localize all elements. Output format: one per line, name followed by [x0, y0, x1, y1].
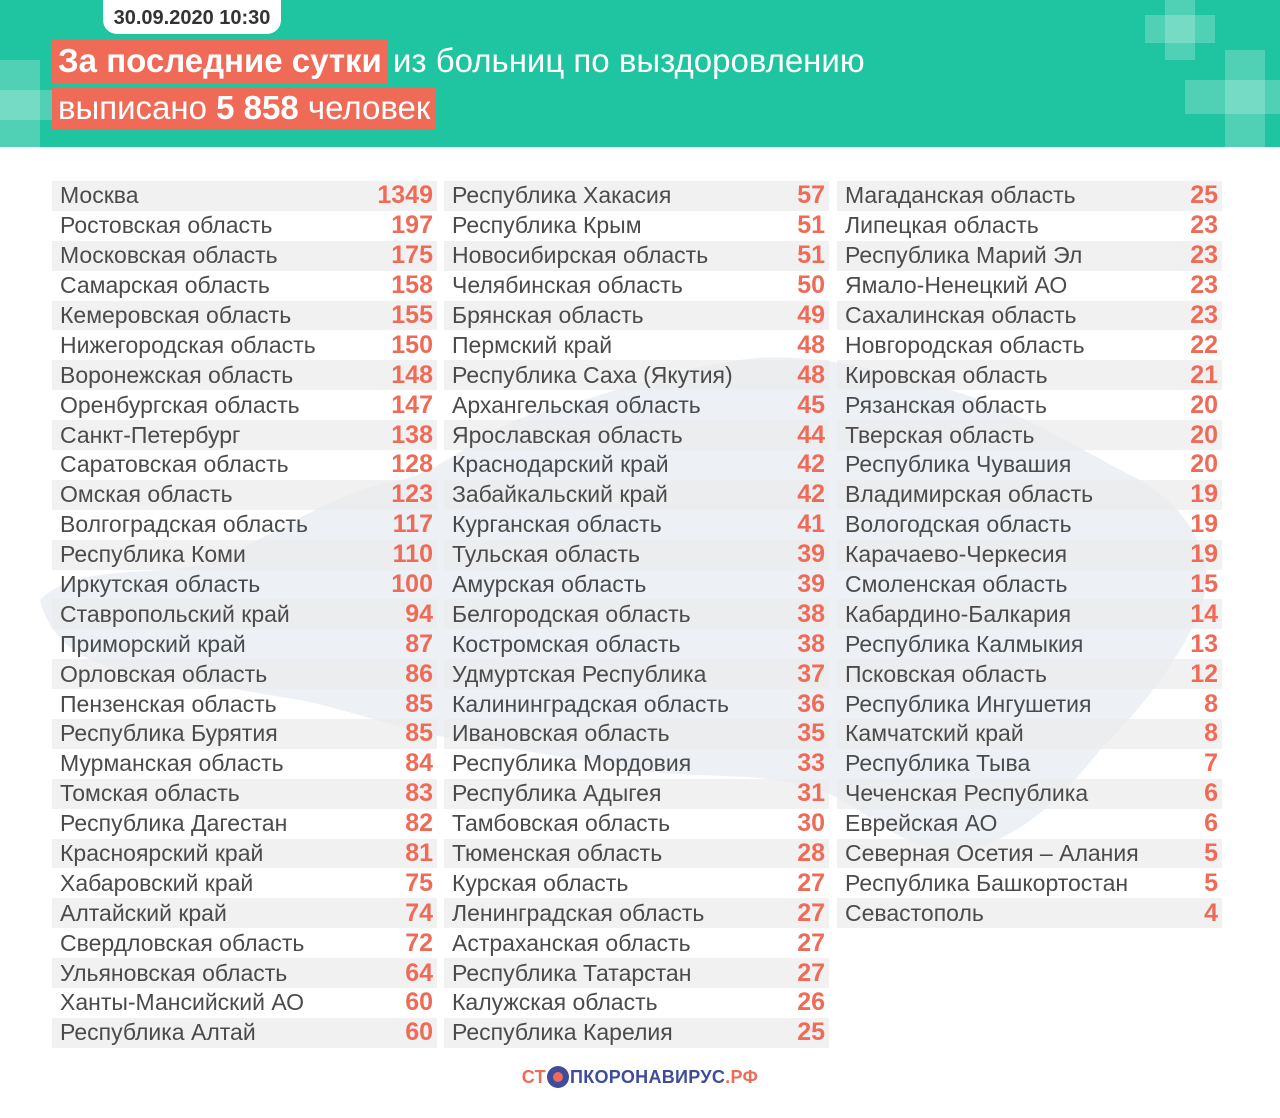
region-row — [444, 988, 829, 1018]
region-value: 82 — [405, 809, 433, 838]
region-value: 1349 — [377, 181, 433, 210]
region-value: 37 — [797, 659, 825, 688]
region-name: Магаданская область — [845, 182, 1076, 209]
region-value: 22 — [1190, 330, 1218, 359]
region-row — [837, 271, 1222, 301]
region-value: 36 — [797, 689, 825, 718]
region-value: 27 — [797, 958, 825, 987]
region-value: 44 — [797, 420, 825, 449]
region-row — [444, 181, 829, 211]
region-row — [52, 839, 437, 869]
region-row — [837, 450, 1222, 480]
region-name: Республика Тыва — [845, 750, 1031, 777]
headline-rest: из больниц по выздоровлению — [393, 42, 865, 79]
region-value: 39 — [797, 570, 825, 599]
region-row — [52, 689, 437, 719]
region-name: Астраханская область — [452, 929, 691, 956]
region-value: 27 — [797, 868, 825, 897]
region-row — [837, 629, 1222, 659]
region-value: 51 — [797, 211, 825, 240]
region-name: Республика Татарстан — [452, 959, 692, 986]
region-value: 85 — [405, 689, 433, 718]
region-name: Белгородская область — [452, 600, 691, 627]
region-row — [837, 719, 1222, 749]
region-row — [52, 241, 437, 271]
region-row — [837, 898, 1222, 928]
region-value: 23 — [1190, 211, 1218, 240]
region-value: 87 — [405, 629, 433, 658]
region-name: Псковская область — [845, 660, 1047, 687]
region-row — [837, 779, 1222, 809]
region-name: Республика Ингушетия — [845, 690, 1092, 717]
region-name: Воронежская область — [60, 361, 294, 388]
region-value: 175 — [391, 241, 433, 270]
region-name: Республика Адыгея — [452, 780, 662, 807]
region-row — [444, 241, 829, 271]
region-value: 19 — [1190, 480, 1218, 509]
region-name: Амурская область — [452, 571, 647, 598]
region-value: 20 — [1190, 450, 1218, 479]
region-name: Омская область — [60, 481, 233, 508]
region-name: Ярославская область — [452, 421, 683, 448]
region-value: 49 — [797, 301, 825, 329]
region-row — [52, 181, 437, 211]
region-row — [837, 241, 1222, 271]
region-name: Ставропольский край — [60, 600, 290, 627]
region-row — [444, 868, 829, 898]
region-row — [444, 510, 829, 540]
region-value: 41 — [797, 510, 825, 539]
region-row — [444, 330, 829, 360]
region-row — [52, 719, 437, 749]
region-row — [52, 570, 437, 600]
region-name: Республика Саха (Якутия) — [452, 361, 733, 388]
region-row — [52, 510, 437, 540]
region-name: Кабардино-Балкария — [845, 600, 1072, 627]
region-value: 6 — [1204, 779, 1218, 808]
region-value: 15 — [1190, 570, 1218, 599]
region-row — [444, 360, 829, 390]
region-row — [52, 420, 437, 450]
headline-line2-post: человек — [307, 89, 431, 126]
region-row — [52, 898, 437, 928]
region-row — [52, 809, 437, 839]
region-value: 117 — [392, 510, 433, 539]
region-value: 31 — [797, 779, 825, 808]
region-name: Курганская область — [452, 511, 662, 538]
region-name: Москва — [60, 182, 139, 209]
region-value: 25 — [1190, 181, 1218, 210]
region-value: 85 — [405, 719, 433, 748]
region-value: 50 — [797, 271, 825, 300]
region-value: 6 — [1204, 809, 1218, 838]
region-row — [837, 689, 1222, 719]
region-value: 138 — [391, 420, 433, 449]
region-name: Тамбовская область — [452, 810, 671, 837]
region-value: 110 — [392, 540, 433, 569]
region-value: 94 — [405, 599, 433, 628]
region-name: Смоленская область — [845, 571, 1068, 598]
region-name: Ивановская область — [452, 720, 670, 747]
region-value: 75 — [405, 868, 433, 897]
region-name: Калужская область — [452, 989, 658, 1016]
region-column-1 — [52, 181, 437, 1048]
region-name: Красноярский край — [60, 840, 264, 867]
region-value: 19 — [1190, 540, 1218, 569]
region-name: Архангельская область — [452, 391, 701, 418]
region-name: Пензенская область — [60, 690, 277, 717]
region-name: Тюменская область — [452, 840, 663, 867]
region-row — [444, 211, 829, 241]
headline-line2 — [52, 87, 436, 129]
region-value: 19 — [1190, 510, 1218, 539]
region-value: 14 — [1190, 599, 1218, 628]
region-name: Краснодарский край — [452, 451, 669, 478]
region-row — [52, 271, 437, 301]
region-row — [444, 1018, 829, 1048]
region-row — [52, 988, 437, 1018]
decorative-cross-right2-h — [1185, 80, 1280, 114]
region-value: 8 — [1204, 689, 1218, 718]
region-value: 57 — [797, 181, 825, 210]
region-row — [837, 360, 1222, 390]
region-name: Иркутская область — [60, 571, 261, 598]
region-row — [837, 330, 1222, 360]
region-row — [444, 659, 829, 689]
region-name: Тверская область — [845, 421, 1035, 448]
region-value: 27 — [797, 928, 825, 957]
region-value: 147 — [391, 390, 433, 419]
region-value: 83 — [405, 779, 433, 808]
region-name: Чеченская Республика — [845, 780, 1089, 807]
region-row — [444, 898, 829, 928]
region-name: Республика Калмыкия — [845, 630, 1084, 657]
region-value: 84 — [405, 749, 433, 778]
region-value: 33 — [797, 749, 825, 778]
region-value: 148 — [391, 360, 433, 389]
region-row — [52, 779, 437, 809]
region-row — [444, 570, 829, 600]
region-name: Республика Дагестан — [60, 810, 288, 837]
decorative-cross-right-h — [1145, 15, 1215, 43]
region-row — [52, 540, 437, 570]
region-value: 48 — [797, 360, 825, 389]
region-name: Еврейская АО — [845, 810, 998, 837]
region-name: Республика Карелия — [452, 1019, 673, 1046]
region-value: 72 — [405, 928, 433, 957]
region-value: 5 — [1204, 868, 1218, 897]
region-row — [444, 271, 829, 301]
headline-highlight: За последние сутки — [52, 39, 388, 83]
region-value: 12 — [1190, 659, 1218, 688]
region-row — [444, 749, 829, 779]
region-value: 42 — [797, 450, 825, 479]
region-value: 30 — [797, 809, 825, 838]
region-name: Волгоградская область — [60, 511, 308, 538]
region-row — [52, 450, 437, 480]
region-value: 39 — [797, 540, 825, 569]
region-row — [444, 689, 829, 719]
region-row — [837, 211, 1222, 241]
region-value: 35 — [797, 719, 825, 748]
region-name: Орловская область — [60, 660, 268, 687]
region-row — [444, 420, 829, 450]
region-name: Оренбургская область — [60, 391, 300, 418]
region-value: 48 — [797, 330, 825, 359]
header-banner — [0, 0, 1280, 147]
region-value: 25 — [797, 1018, 825, 1047]
region-value: 74 — [405, 898, 433, 927]
region-value: 155 — [391, 301, 433, 329]
region-name: Липецкая область — [845, 212, 1039, 239]
region-row — [444, 928, 829, 958]
region-name: Санкт-Петербург — [60, 421, 241, 448]
region-row — [444, 958, 829, 988]
logo-part-3: .РФ — [725, 1067, 759, 1087]
region-value: 123 — [391, 480, 433, 509]
region-name: Сахалинская область — [845, 302, 1077, 328]
virus-icon — [547, 1066, 569, 1088]
region-value: 197 — [391, 211, 433, 240]
date-badge: 30.09.2020 10:30 — [103, 0, 281, 34]
region-name: Ленинградская область — [452, 899, 705, 926]
region-row — [52, 868, 437, 898]
headline-line2-pre: выписано — [58, 89, 207, 126]
logo-part-2: ПКОРОНАВИРУС — [569, 1067, 726, 1087]
region-value: 150 — [391, 330, 433, 359]
region-name: Ростовская область — [60, 212, 273, 239]
region-row — [837, 749, 1222, 779]
region-name: Северная Осетия – Алания — [845, 840, 1139, 867]
region-value: 128 — [391, 450, 433, 479]
region-row — [837, 659, 1222, 689]
region-value: 8 — [1204, 719, 1218, 748]
region-row — [52, 958, 437, 988]
region-name: Костромская область — [452, 630, 681, 657]
region-value: 26 — [797, 988, 825, 1017]
region-value: 23 — [1190, 241, 1218, 270]
region-name: Калининградская область — [452, 690, 729, 717]
region-value: 81 — [405, 839, 433, 868]
region-value: 158 — [391, 271, 433, 300]
region-name: Республика Хакасия — [452, 182, 672, 209]
region-name: Республика Мордовия — [452, 750, 692, 777]
region-column-3 — [837, 181, 1222, 928]
region-row — [52, 928, 437, 958]
region-value: 7 — [1204, 749, 1218, 778]
region-row — [52, 480, 437, 510]
region-value: 38 — [797, 599, 825, 628]
region-value: 21 — [1190, 360, 1218, 389]
region-name: Челябинская область — [452, 272, 683, 299]
region-row — [444, 719, 829, 749]
region-name: Владимирская область — [845, 481, 1094, 508]
region-name: Новгородская область — [845, 331, 1085, 358]
region-name: Рязанская область — [845, 391, 1047, 418]
region-row — [837, 868, 1222, 898]
region-row — [837, 540, 1222, 570]
region-row — [444, 390, 829, 420]
region-row — [52, 211, 437, 241]
region-column-2 — [444, 181, 829, 1048]
region-name: Кемеровская область — [60, 302, 292, 328]
region-row — [52, 629, 437, 659]
region-name: Мурманская область — [60, 750, 284, 777]
region-name: Самарская область — [60, 272, 270, 299]
region-row — [444, 629, 829, 659]
region-name: Удмуртская Республика — [452, 660, 707, 687]
region-value: 23 — [1190, 271, 1218, 300]
region-row — [52, 1018, 437, 1048]
region-name: Вологодская область — [845, 511, 1072, 538]
region-value: 20 — [1190, 420, 1218, 449]
region-row — [444, 839, 829, 869]
region-name: Приморский край — [60, 630, 246, 657]
logo-part-1: СТ — [521, 1067, 546, 1087]
region-row — [444, 301, 829, 331]
region-name: Республика Бурятия — [60, 720, 278, 747]
region-name: Алтайский край — [60, 899, 227, 926]
region-row — [52, 301, 437, 331]
region-value: 42 — [797, 480, 825, 509]
region-value: 28 — [797, 839, 825, 868]
region-value: 13 — [1190, 629, 1218, 658]
region-name: Хабаровский край — [60, 869, 254, 896]
total-discharged-number: 5 858 — [216, 89, 299, 126]
region-name: Тульская область — [452, 541, 641, 568]
region-name: Республика Алтай — [60, 1019, 256, 1046]
decorative-cross-left-h — [0, 90, 60, 120]
region-name: Свердловская область — [60, 929, 305, 956]
stopkoronavirus-logo — [0, 1066, 1280, 1088]
region-row — [837, 599, 1222, 629]
region-row — [837, 480, 1222, 510]
region-name: Ульяновская область — [60, 959, 288, 986]
region-row — [52, 330, 437, 360]
region-value: 100 — [391, 570, 433, 599]
region-row — [52, 659, 437, 689]
region-row — [52, 749, 437, 779]
region-name: Саратовская область — [60, 451, 289, 478]
region-row — [444, 450, 829, 480]
region-name: Республика Марий Эл — [845, 242, 1083, 269]
region-row — [52, 390, 437, 420]
region-value: 60 — [405, 1018, 433, 1047]
region-row — [444, 540, 829, 570]
region-name: Ямало-Ненецкий АО — [845, 272, 1068, 299]
region-value: 51 — [797, 241, 825, 270]
region-row — [837, 181, 1222, 211]
region-value: 20 — [1190, 390, 1218, 419]
region-name: Московская область — [60, 242, 278, 269]
region-name: Пермский край — [452, 331, 613, 358]
region-row — [837, 570, 1222, 600]
region-row — [837, 839, 1222, 869]
region-name: Республика Башкортостан — [845, 869, 1129, 896]
region-name: Республика Крым — [452, 212, 642, 239]
region-value: 60 — [405, 988, 433, 1017]
region-name: Севастополь — [845, 899, 984, 926]
region-name: Камчатский край — [845, 720, 1024, 747]
region-name: Ханты-Мансийский АО — [60, 989, 305, 1016]
region-row — [444, 779, 829, 809]
region-name: Курская область — [452, 869, 629, 896]
region-row — [444, 480, 829, 510]
region-name: Кировская область — [845, 361, 1048, 388]
region-name: Томская область — [60, 780, 240, 807]
region-row — [837, 809, 1222, 839]
region-name: Карачаево-Черкесия — [845, 541, 1068, 568]
region-value: 86 — [405, 659, 433, 688]
region-name: Нижегородская область — [60, 331, 316, 358]
region-value: 23 — [1190, 301, 1218, 329]
region-row — [52, 360, 437, 390]
region-row — [837, 510, 1222, 540]
region-row — [837, 301, 1222, 331]
region-value: 5 — [1204, 839, 1218, 868]
region-row — [444, 809, 829, 839]
region-row — [837, 420, 1222, 450]
region-name: Брянская область — [452, 302, 644, 328]
region-name: Забайкальский край — [452, 481, 668, 508]
region-row — [52, 599, 437, 629]
region-row — [837, 390, 1222, 420]
region-row — [444, 599, 829, 629]
region-name: Республика Коми — [60, 541, 246, 568]
region-value: 64 — [405, 958, 433, 987]
region-value: 45 — [797, 390, 825, 419]
region-name: Республика Чувашия — [845, 451, 1072, 478]
region-value: 38 — [797, 629, 825, 658]
region-value: 4 — [1204, 898, 1218, 927]
region-name: Новосибирская область — [452, 242, 709, 269]
region-value: 27 — [797, 898, 825, 927]
